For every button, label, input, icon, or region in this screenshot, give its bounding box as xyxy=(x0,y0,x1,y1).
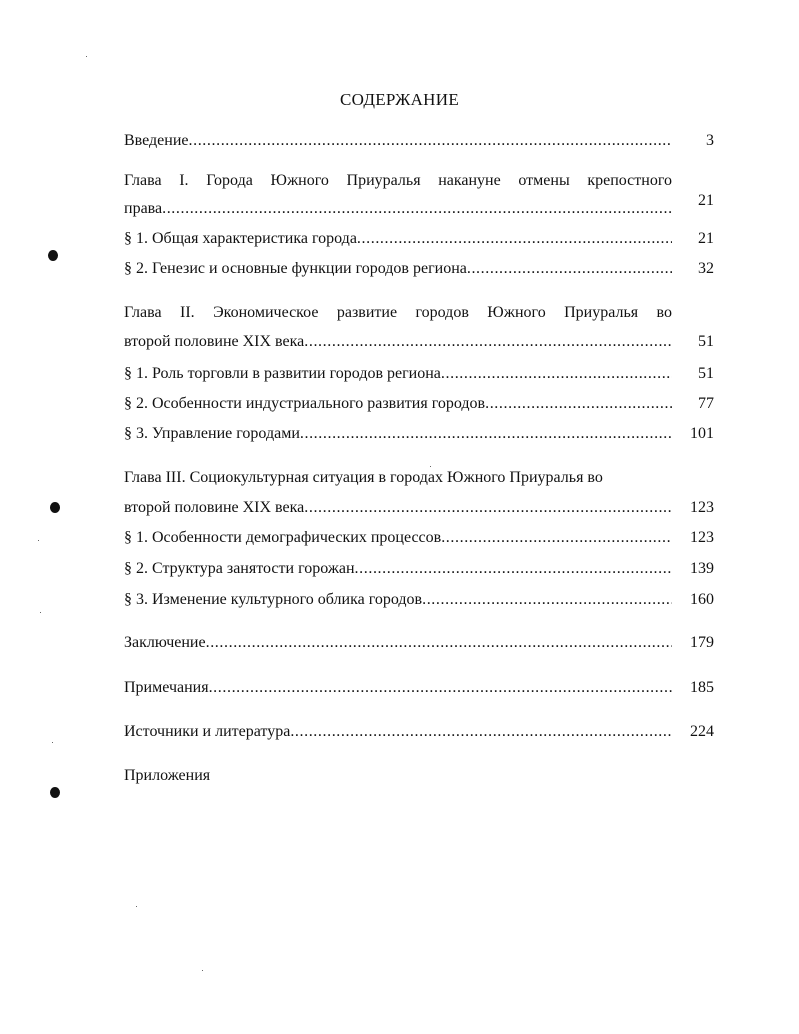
toc-label: Приложения xyxy=(124,767,211,784)
leader-dots xyxy=(485,394,672,414)
scan-speck xyxy=(136,906,137,907)
scan-speck xyxy=(202,970,203,971)
leader-dots xyxy=(209,678,672,698)
toc-page: 21 xyxy=(698,230,714,247)
toc-label: Источники и литература xyxy=(124,723,291,740)
toc-label: Введение xyxy=(124,132,189,149)
toc-label: § 2. Особенности индустриального развития городов xyxy=(124,395,486,412)
leader-dots xyxy=(357,229,672,249)
chapter-title: Глава III. Социокультурная ситуация в городах Южного Приуралья во xyxy=(124,469,603,486)
scan-speck xyxy=(430,466,431,467)
toc-label: § 2. Генезис и основные функции городов региона xyxy=(124,260,467,277)
toc-label: второй половине XIX века xyxy=(124,333,305,350)
toc-label: § 1. Роль торговли в развитии городов региона xyxy=(124,365,441,382)
toc-page: 123 xyxy=(690,529,714,546)
leader-dots xyxy=(290,722,672,742)
punch-hole-mark xyxy=(50,787,60,798)
toc-page: 139 xyxy=(690,560,714,577)
leader-dots xyxy=(304,332,672,352)
toc-label: Примечания xyxy=(124,679,209,696)
toc-label: права xyxy=(124,200,163,217)
toc-page: 160 xyxy=(690,591,714,608)
toc-label: Заключение xyxy=(124,634,206,651)
toc-page: 21 xyxy=(698,192,714,209)
toc-page: 51 xyxy=(698,365,714,382)
leader-dots xyxy=(300,424,672,444)
toc-page: 3 xyxy=(706,132,714,149)
leader-dots xyxy=(162,199,672,219)
toc-label: § 1. Общая характеристика города xyxy=(124,230,357,247)
chapter-title: Глава II. Экономическое развитие городов Южного Приуралья во xyxy=(124,304,672,321)
punch-hole-mark xyxy=(50,502,60,513)
leader-dots xyxy=(189,131,673,151)
leader-dots xyxy=(206,633,672,653)
toc-label: § 3. Управление городами xyxy=(124,425,300,442)
toc-label: § 1. Особенности демографических процессов xyxy=(124,529,442,546)
toc-label: второй половине XIX века xyxy=(124,499,305,516)
toc-page: 123 xyxy=(690,499,714,516)
toc-page: 224 xyxy=(690,723,714,740)
leader-dots xyxy=(467,259,672,279)
leader-dots xyxy=(422,590,672,610)
leader-dots xyxy=(304,498,672,518)
toc-page: 77 xyxy=(698,395,714,412)
toc-page: 51 xyxy=(698,333,714,350)
toc-page: 185 xyxy=(690,679,714,696)
scan-speck xyxy=(38,540,39,541)
page-title: СОДЕРЖАНИЕ xyxy=(339,90,460,109)
leader-dots xyxy=(441,528,672,548)
punch-hole-mark xyxy=(48,250,58,261)
toc-page: 32 xyxy=(698,260,714,277)
leader-dots xyxy=(441,364,672,384)
toc-label: § 3. Изменение культурного облика городов xyxy=(124,591,423,608)
toc-page: 101 xyxy=(690,425,714,442)
toc-label: § 2. Структура занятости горожан xyxy=(124,560,355,577)
scan-speck xyxy=(52,742,53,743)
chapter-title: Глава I. Города Южного Приуралья накануне отмены крепостного xyxy=(124,172,672,189)
leader-dots xyxy=(355,559,672,579)
toc-page: 179 xyxy=(690,634,714,651)
scan-speck xyxy=(40,612,41,613)
scan-speck xyxy=(86,56,87,57)
